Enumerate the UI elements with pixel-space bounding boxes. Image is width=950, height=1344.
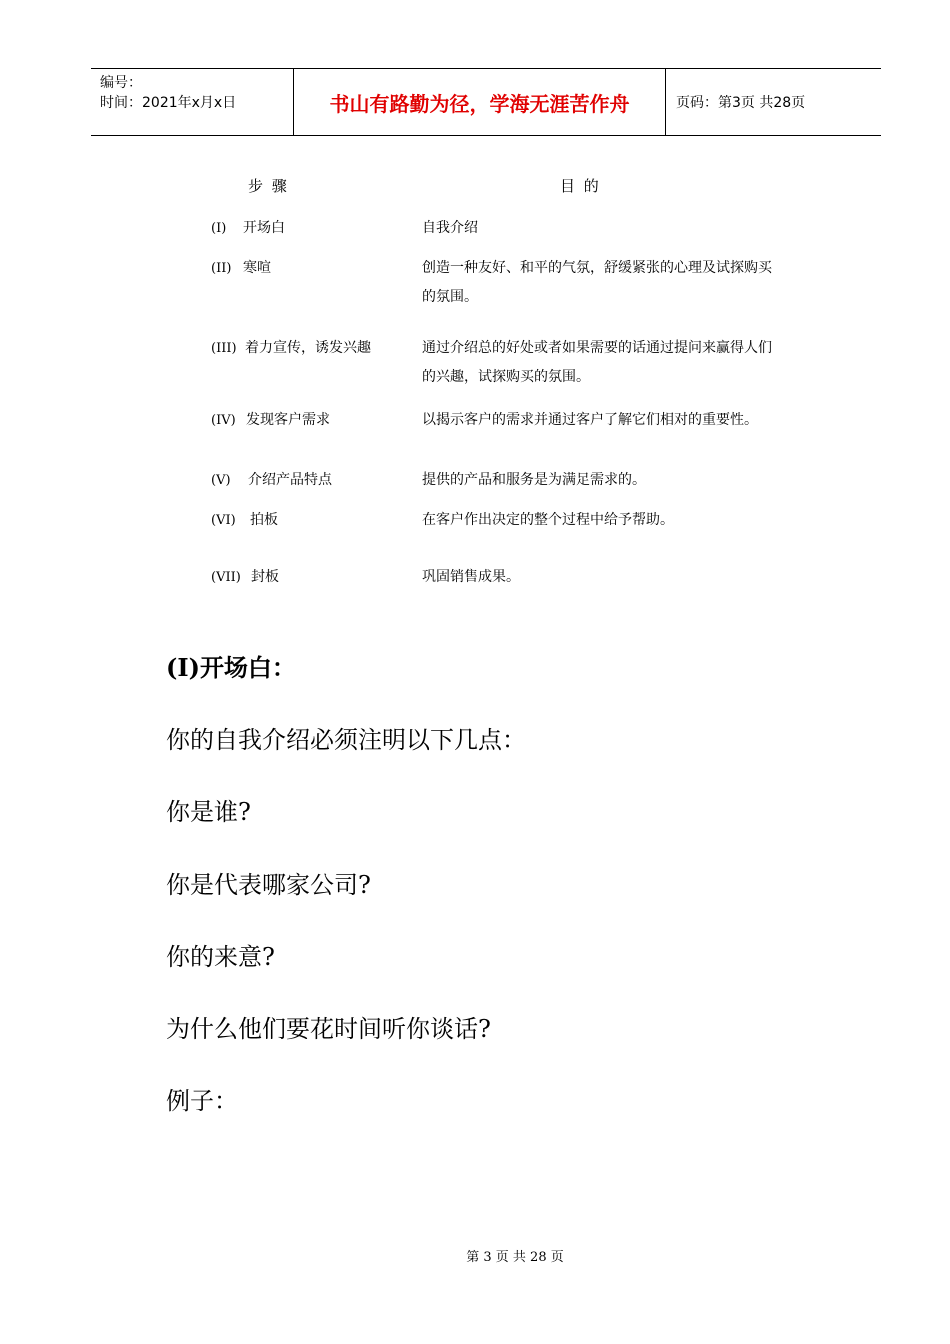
- step-name: 拍板: [250, 512, 278, 528]
- step-number: (V): [211, 473, 231, 488]
- step-number: (II): [211, 261, 232, 276]
- step-column-header: 步 骤: [248, 177, 289, 195]
- step-name: 着力宣传，诱发兴趣: [245, 340, 371, 356]
- question-who: 你是谁?: [166, 798, 251, 826]
- step-number: (I): [211, 221, 227, 236]
- step-number: (VI): [211, 513, 236, 528]
- step-goal: 巩固销售成果。: [422, 569, 520, 585]
- question-purpose: 你的来意?: [166, 943, 275, 971]
- step-goal: 提供的产品和服务是为满足需求的。: [422, 472, 646, 488]
- question-company: 你是代表哪家公司?: [166, 871, 371, 899]
- page-footer: 第 3 页 共 28 页: [466, 1250, 564, 1265]
- step-number: (IV): [211, 413, 236, 428]
- header-motto: 书山有路勤为径，学海无涯苦作舟: [293, 69, 666, 135]
- step-name: 介绍产品特点: [248, 472, 332, 488]
- step-number: (VII): [211, 570, 241, 585]
- step-goal: 自我介绍: [422, 220, 478, 236]
- example-label: 例子：: [166, 1087, 238, 1115]
- goal-column-header: 目 的: [560, 177, 601, 195]
- step-goal: 在客户作出决定的整个过程中给予帮助。: [422, 512, 674, 528]
- step-name: 封板: [251, 569, 279, 585]
- step-name: 寒喧: [243, 260, 271, 276]
- number-label: 编号：: [100, 75, 142, 91]
- step-goal: 以揭示客户的需求并通过客户了解它们相对的重要性。: [422, 412, 758, 428]
- question-why-listen: 为什么他们要花时间听你谈话?: [166, 1015, 491, 1043]
- step-name: 发现客户需求: [246, 412, 330, 428]
- step-goal: 创造一种友好、和平的气氛，舒缓紧张的心理及试探购买的氛围。: [422, 260, 772, 305]
- header-left-cell: [91, 69, 293, 135]
- header-page-label: 页码：第3页 共28页: [676, 95, 806, 111]
- time-label: 时间：2021年x月x日: [100, 95, 237, 111]
- step-number: (III): [211, 341, 237, 356]
- section-title: (I)开场白：: [166, 653, 296, 682]
- intro-text: 你的自我介绍必须注明以下几点：: [166, 726, 526, 754]
- document-header: [91, 68, 881, 136]
- step-goal: 通过介绍总的好处或者如果需要的话通过提问来赢得人们的兴趣，试探购买的氛围。: [422, 340, 772, 385]
- step-name: 开场白: [243, 220, 285, 236]
